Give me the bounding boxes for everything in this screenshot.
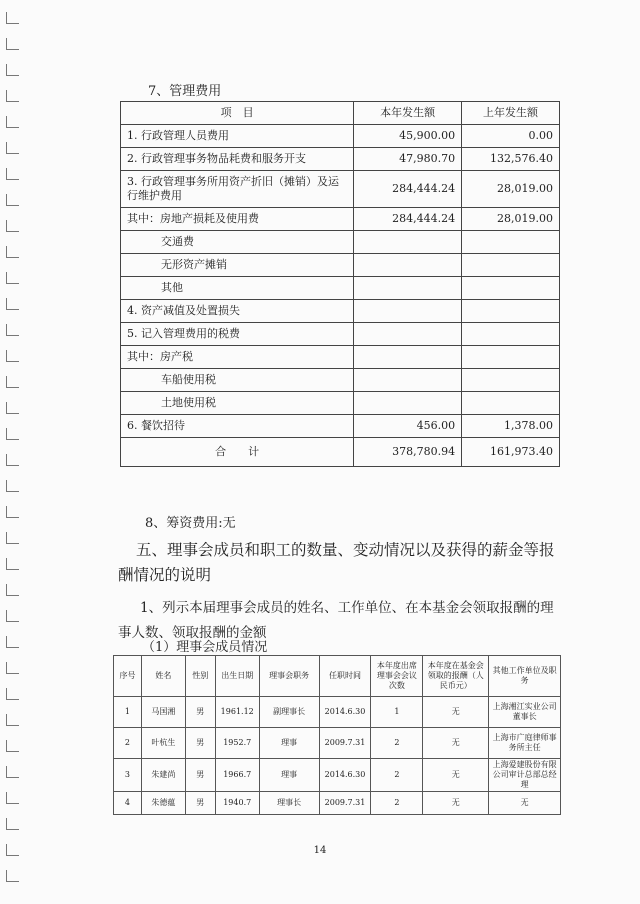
row-item: 交通费: [121, 231, 354, 254]
cell-other-job: 上海爱建股份有限公司审计总部总经理: [489, 759, 561, 792]
table-total-row: [121, 438, 560, 467]
cell-gender: 男: [185, 728, 215, 759]
row-current: 284,444.24: [354, 171, 462, 208]
cell-term-start: 2009.7.31: [319, 792, 371, 815]
cell-index: 3: [114, 759, 142, 792]
column-header: 性别: [185, 656, 215, 697]
row-previous: 28,019.00: [462, 171, 560, 208]
row-current: 47,980.70: [354, 148, 462, 171]
cell-compensation: 无: [423, 759, 489, 792]
cell-birth-date: 1952.7: [215, 728, 259, 759]
row-item: 其中：房产税: [121, 346, 354, 369]
row-current: [354, 392, 462, 415]
row-item: 2. 行政管理事务物品耗费和服务开支: [121, 148, 354, 171]
row-item: 土地使用税: [121, 392, 354, 415]
row-previous: 1,378.00: [462, 415, 560, 438]
cell-other-job: 上海湘江实业公司董事长: [489, 697, 561, 728]
cell-birth-date: 1961.12: [215, 697, 259, 728]
table-row: [121, 171, 560, 208]
row-current: [354, 300, 462, 323]
row-item: 1. 行政管理人员费用: [121, 125, 354, 148]
table-header-row: [121, 102, 560, 125]
section-7-title: 7、管理费用: [148, 84, 222, 99]
column-header: 序号: [114, 656, 142, 697]
cell-meetings: 1: [371, 697, 423, 728]
table-row: [121, 415, 560, 438]
table-row: [114, 759, 561, 792]
row-previous: 0.00: [462, 125, 560, 148]
table-row: [114, 697, 561, 728]
row-item: 4. 资产减值及处置损失: [121, 300, 354, 323]
table-row: [121, 208, 560, 231]
cell-other-job: 上海市广庭律师事务所主任: [489, 728, 561, 759]
table-row: [121, 254, 560, 277]
table-row: [121, 369, 560, 392]
cell-gender: 男: [185, 792, 215, 815]
binding-margin: [0, 0, 22, 904]
cell-board-position: 理事: [259, 759, 319, 792]
row-previous: [462, 231, 560, 254]
cell-meetings: 2: [371, 728, 423, 759]
cell-meetings: 2: [371, 759, 423, 792]
cell-term-start: 2014.6.30: [319, 697, 371, 728]
column-header-item: 项 目: [121, 102, 354, 125]
cell-meetings: 2: [371, 792, 423, 815]
table-row: [121, 277, 560, 300]
section-5-heading: 五、理事会成员和职工的数量、变动情况以及获得的薪金等报酬情况的说明: [118, 541, 555, 584]
row-item: 车船使用税: [121, 369, 354, 392]
cell-name: 马国湘: [141, 697, 185, 728]
cell-term-start: 2014.6.30: [319, 759, 371, 792]
row-item: 3. 行政管理事务所用资产折旧（摊销）及运行维护费用: [121, 171, 354, 208]
board-members-table: [113, 655, 561, 815]
table-row: [114, 728, 561, 759]
column-header: 任职时间: [319, 656, 371, 697]
row-previous: [462, 300, 560, 323]
table-row: [121, 231, 560, 254]
cell-name: 叶杭生: [141, 728, 185, 759]
cell-board-position: 理事长: [259, 792, 319, 815]
row-current: 284,444.24: [354, 208, 462, 231]
subheading-board-members: （1）理事会成员情况: [142, 640, 268, 655]
cell-birth-date: 1940.7: [215, 792, 259, 815]
cell-compensation: 无: [423, 728, 489, 759]
row-item: 其他: [121, 277, 354, 300]
row-item: 6. 餐饮招待: [121, 415, 354, 438]
row-current: [354, 254, 462, 277]
row-previous: 132,576.40: [462, 148, 560, 171]
row-current: [354, 323, 462, 346]
cell-compensation: 无: [423, 697, 489, 728]
row-previous: [462, 392, 560, 415]
table-row: [121, 125, 560, 148]
column-header: 其他工作单位及职务: [489, 656, 561, 697]
row-previous: [462, 254, 560, 277]
cell-gender: 男: [185, 759, 215, 792]
cell-name: 朱德蕴: [141, 792, 185, 815]
row-current: 45,900.00: [354, 125, 462, 148]
cell-index: 2: [114, 728, 142, 759]
management-expense-table: [120, 101, 560, 467]
row-current: [354, 346, 462, 369]
row-previous: [462, 346, 560, 369]
row-current: [354, 231, 462, 254]
column-header: 出生日期: [215, 656, 259, 697]
row-current: [354, 277, 462, 300]
row-current: 456.00: [354, 415, 462, 438]
column-header-previous: 上年发生额: [462, 102, 560, 125]
paragraph-1: 1、列示本届理事会成员的姓名、工作单位、在本基金会领取报酬的理事人数、领取报酬的金额: [118, 600, 554, 641]
table-row: [121, 148, 560, 171]
cell-name: 朱建尚: [141, 759, 185, 792]
cell-board-position: 理事: [259, 728, 319, 759]
total-current: 378,780.94: [354, 438, 462, 467]
row-item: 其中：房地产损耗及使用费: [121, 208, 354, 231]
column-header: 理事会职务: [259, 656, 319, 697]
table-row: [121, 323, 560, 346]
cell-index: 1: [114, 697, 142, 728]
row-previous: [462, 369, 560, 392]
cell-board-position: 副理事长: [259, 697, 319, 728]
row-item: 5. 记入管理费用的税费: [121, 323, 354, 346]
cell-index: 4: [114, 792, 142, 815]
column-header: 本年度在基金会领取的报酬（人民币元）: [423, 656, 489, 697]
total-previous: 161,973.40: [462, 438, 560, 467]
cell-term-start: 2009.7.31: [319, 728, 371, 759]
row-previous: 28,019.00: [462, 208, 560, 231]
cell-other-job: 无: [489, 792, 561, 815]
cell-compensation: 无: [423, 792, 489, 815]
table-row: [121, 300, 560, 323]
total-label: 合 计: [121, 438, 354, 467]
page-number: 14: [313, 845, 327, 856]
column-header: 本年度出席理事会会议次数: [371, 656, 423, 697]
cell-birth-date: 1966.7: [215, 759, 259, 792]
row-previous: [462, 323, 560, 346]
row-current: [354, 369, 462, 392]
column-header: 姓名: [141, 656, 185, 697]
table-row: [121, 392, 560, 415]
cell-gender: 男: [185, 697, 215, 728]
table-row: [114, 792, 561, 815]
row-previous: [462, 277, 560, 300]
table-header-row: [114, 656, 561, 697]
column-header-current: 本年发生额: [354, 102, 462, 125]
row-item: 无形资产摊销: [121, 254, 354, 277]
table-row: [121, 346, 560, 369]
section-8-text: 8、筹资费用:无: [145, 516, 236, 531]
